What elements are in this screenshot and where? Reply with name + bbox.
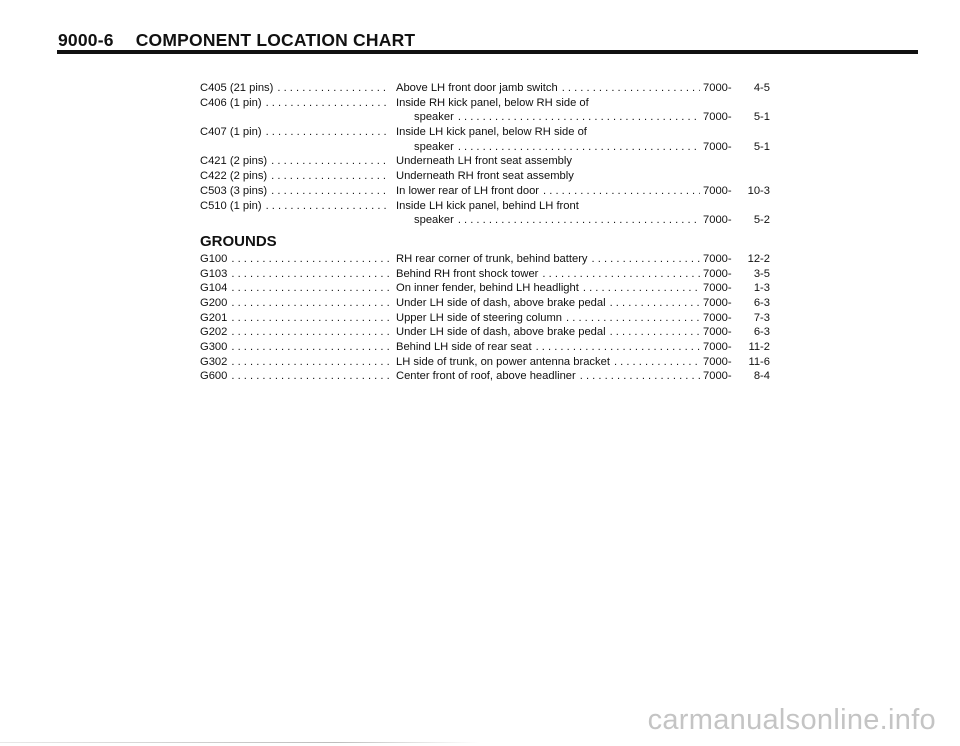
ref-page: 6-3 — [753, 326, 770, 339]
ref-page: 10-3 — [747, 184, 770, 197]
id-cell — [200, 369, 396, 384]
ref-page: 11-6 — [748, 355, 770, 368]
dot-leader — [231, 355, 390, 370]
location-cell — [396, 184, 703, 199]
dot-leader — [231, 325, 390, 340]
location-text: Behind LH side of rear seat — [396, 341, 532, 353]
dot-leader — [271, 184, 390, 199]
ref-group — [703, 125, 740, 140]
watermark: carmanualsonline.info — [647, 704, 936, 736]
connector-list — [200, 81, 770, 228]
ground-row — [200, 340, 770, 355]
location-text: speaker — [414, 140, 454, 153]
location-text: Inside RH kick panel, below RH side of — [396, 96, 589, 109]
location-cell — [396, 267, 703, 282]
location-text: speaker — [414, 111, 454, 124]
id-cell — [200, 325, 396, 340]
id-cell — [200, 184, 396, 199]
location-text: Upper LH side of steering column — [396, 311, 563, 324]
location-text: In lower rear of LH front door — [396, 184, 540, 197]
location-cell — [396, 154, 703, 169]
ref-group: 7000- — [703, 82, 732, 94]
location-text: Behind RH front shock tower — [396, 267, 539, 280]
connector-row — [200, 213, 770, 228]
component-id: C406 (1 pin) — [200, 96, 262, 109]
id-cell — [200, 96, 396, 111]
id-cell — [200, 252, 396, 267]
component-id: G300 — [200, 341, 228, 353]
location-cell — [396, 213, 703, 228]
dot-leader — [542, 267, 700, 282]
ref-group: 7000- — [703, 296, 732, 309]
connector-row — [200, 81, 770, 96]
location-cell — [396, 110, 703, 125]
ref-page: 4-5 — [753, 82, 770, 94]
component-id: C405 (21 pins) — [200, 82, 274, 94]
component-id: G202 — [200, 326, 228, 339]
component-id: G201 — [200, 311, 228, 324]
dot-leader — [231, 369, 390, 384]
ref-page — [740, 154, 770, 169]
ref-group — [703, 154, 740, 169]
dot-leader — [266, 96, 390, 111]
ref-group: 7000- — [703, 355, 732, 368]
component-id: C422 (2 pins) — [200, 170, 268, 183]
component-id: G302 — [200, 355, 228, 368]
ref-group: 7000- — [703, 140, 732, 153]
ref-group: 7000- — [703, 341, 732, 353]
id-cell — [200, 340, 396, 355]
dot-leader — [458, 110, 700, 125]
location-cell — [396, 340, 703, 355]
ref-group — [703, 199, 740, 214]
ground-row — [200, 281, 770, 296]
ref-page: 8-4 — [753, 370, 770, 383]
dot-leader — [610, 296, 700, 311]
ground-row — [200, 325, 770, 340]
location-text: LH side of trunk, on power antenna bracket — [396, 355, 610, 368]
page-header — [58, 30, 415, 51]
page-title: COMPONENT LOCATION CHART — [135, 30, 416, 50]
location-cell — [396, 199, 703, 214]
ref-page: 1-3 — [753, 282, 770, 295]
location-cell — [396, 169, 703, 184]
dot-leader — [266, 199, 390, 214]
section-number: 9000-6 — [58, 30, 114, 50]
ref-page — [740, 125, 770, 140]
location-chart — [200, 81, 770, 384]
component-id: G200 — [200, 296, 228, 309]
connector-row — [200, 199, 770, 214]
location-text: On inner fender, behind LH headlight — [396, 282, 579, 295]
location-text: RH rear corner of trunk, behind battery — [396, 252, 588, 265]
dot-leader — [458, 213, 700, 228]
ref-group: 7000- — [703, 326, 732, 339]
location-cell — [396, 296, 703, 311]
dot-leader — [277, 81, 390, 96]
ref-group: 7000- — [703, 267, 732, 280]
ref-group: 7000- — [703, 252, 732, 265]
ref-page: 5-1 — [753, 111, 770, 124]
ground-list — [200, 252, 770, 384]
dot-leader — [562, 81, 700, 96]
location-cell — [396, 140, 703, 155]
location-cell — [396, 369, 703, 384]
ref-page: 7-3 — [753, 311, 770, 324]
dot-leader — [592, 252, 700, 267]
ground-row — [200, 369, 770, 384]
dot-leader — [543, 184, 700, 199]
ref-group: 7000- — [703, 370, 732, 383]
scan-artifact-line — [0, 742, 480, 743]
location-text: Above LH front door jamb switch — [396, 82, 558, 94]
location-text: Under LH side of dash, above brake pedal — [396, 296, 606, 309]
dot-leader — [566, 311, 700, 326]
id-cell — [200, 199, 396, 214]
component-id: G100 — [200, 252, 228, 265]
location-cell — [396, 281, 703, 296]
location-cell — [396, 125, 703, 140]
dot-leader — [580, 369, 700, 384]
component-id: G600 — [200, 370, 228, 383]
id-cell — [200, 81, 396, 96]
ground-row — [200, 311, 770, 326]
dot-leader — [610, 325, 700, 340]
dot-leader — [231, 311, 390, 326]
ref-page: 5-1 — [753, 140, 770, 153]
id-cell — [200, 281, 396, 296]
component-id: C407 (1 pin) — [200, 126, 262, 139]
dot-leader — [271, 154, 390, 169]
id-cell — [200, 311, 396, 326]
component-id: C421 (2 pins) — [200, 155, 268, 168]
id-cell — [200, 110, 396, 125]
connector-row — [200, 184, 770, 199]
location-cell — [396, 311, 703, 326]
component-id: G104 — [200, 282, 228, 295]
connector-row — [200, 169, 770, 184]
dot-leader — [231, 267, 390, 282]
ref-group: 7000- — [703, 282, 732, 295]
ground-row — [200, 267, 770, 282]
ref-page — [740, 169, 770, 184]
ref-group: 7000- — [703, 214, 732, 227]
id-cell — [200, 140, 396, 155]
dot-leader — [583, 281, 700, 296]
dot-leader — [231, 252, 390, 267]
ref-page: 12-2 — [747, 252, 770, 265]
ref-group — [703, 96, 740, 111]
dot-leader — [231, 340, 390, 355]
location-cell — [396, 325, 703, 340]
ref-group: 7000- — [703, 111, 732, 124]
grounds-heading: GROUNDS — [200, 232, 277, 250]
dot-leader — [231, 296, 390, 311]
id-cell — [200, 213, 396, 228]
ref-page: 11-2 — [748, 341, 770, 353]
location-text: Inside LH kick panel, below RH side of — [396, 126, 587, 139]
component-id: C503 (3 pins) — [200, 184, 268, 197]
header-rule — [57, 50, 918, 54]
ref-group — [703, 169, 740, 184]
location-cell — [396, 96, 703, 111]
dot-leader — [271, 169, 390, 184]
connector-row — [200, 140, 770, 155]
id-cell — [200, 267, 396, 282]
dot-leader — [231, 281, 390, 296]
component-id: C510 (1 pin) — [200, 199, 262, 212]
ref-page: 5-2 — [753, 214, 770, 227]
connector-row — [200, 154, 770, 169]
ref-group: 7000- — [703, 311, 732, 324]
location-text: Center front of roof, above headliner — [396, 370, 576, 383]
connector-row — [200, 110, 770, 125]
ref-page: 6-3 — [753, 296, 770, 309]
id-cell — [200, 296, 396, 311]
ref-page: 3-5 — [753, 267, 770, 280]
location-text: Underneath LH front seat assembly — [396, 155, 572, 168]
dot-leader — [458, 140, 700, 155]
dot-leader — [536, 340, 700, 355]
location-text: Under LH side of dash, above brake pedal — [396, 326, 606, 339]
ref-group: 7000- — [703, 184, 732, 197]
dot-leader — [266, 125, 390, 140]
ground-row — [200, 355, 770, 370]
connector-row — [200, 96, 770, 111]
ref-page — [740, 199, 770, 214]
ref-page — [740, 96, 770, 111]
id-cell — [200, 125, 396, 140]
ground-row — [200, 296, 770, 311]
id-cell — [200, 154, 396, 169]
location-cell — [396, 81, 703, 96]
ground-row — [200, 252, 770, 267]
location-cell — [396, 355, 703, 370]
dot-leader — [614, 355, 700, 370]
connector-row — [200, 125, 770, 140]
location-text: speaker — [414, 214, 454, 227]
id-cell — [200, 169, 396, 184]
id-cell — [200, 355, 396, 370]
location-text: Underneath RH front seat assembly — [396, 170, 574, 183]
location-cell — [396, 252, 703, 267]
component-id: G103 — [200, 267, 228, 280]
location-text: Inside LH kick panel, behind LH front — [396, 199, 579, 212]
